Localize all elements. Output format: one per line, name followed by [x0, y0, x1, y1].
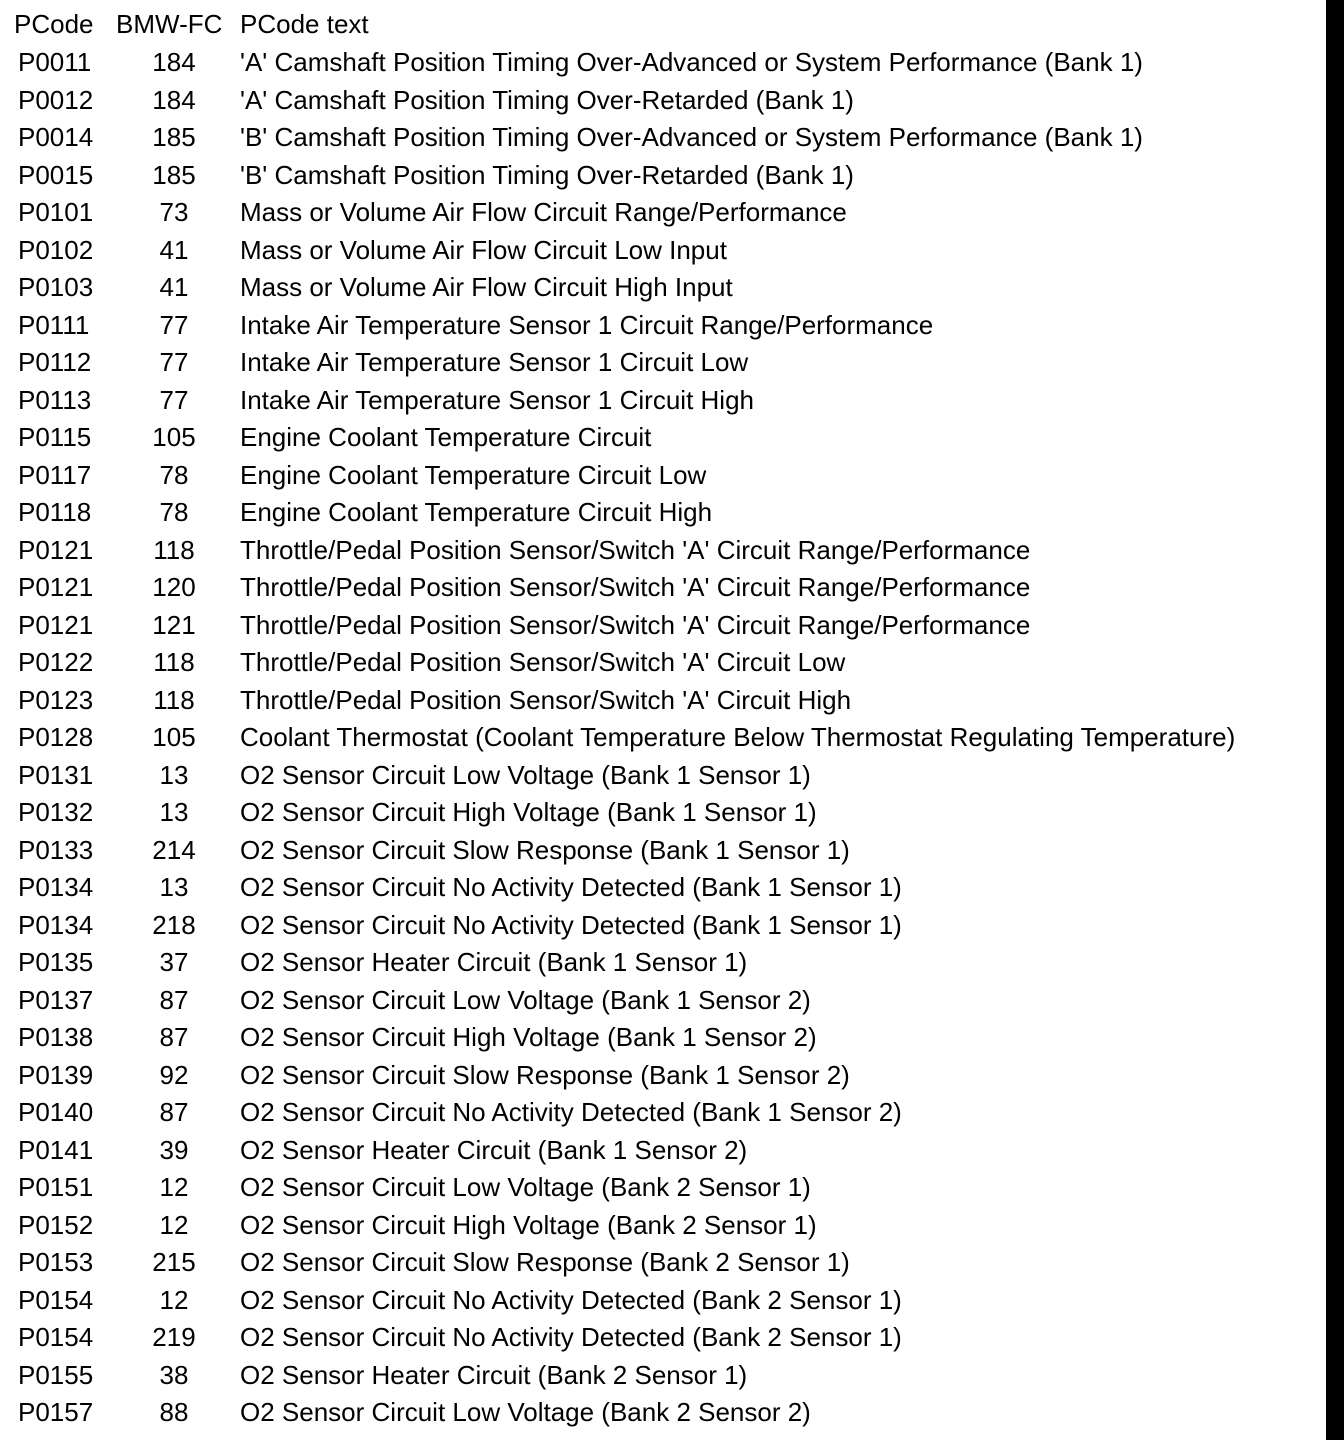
pcode-text-cell: Engine Coolant Temperature Circuit High [240, 497, 713, 527]
bmw-fc-cell: 185 [152, 159, 196, 190]
bmw-fc-cell: 105 [152, 422, 196, 452]
pcode-text-cell: O2 Sensor Circuit Low Voltage (Bank 2 Sensor 1) [240, 1172, 811, 1202]
bmw-fc-cell: 39 [159, 1134, 189, 1165]
pcode-cell: P0157 [18, 1397, 94, 1427]
bmw-fc-cell: 73 [159, 197, 189, 227]
pcode-text-cell: O2 Sensor Heater Circuit (Bank 1 Sensor 2) [240, 1134, 748, 1165]
pcode-cell: P0141 [18, 1134, 94, 1165]
pcode-text-cell: O2 Sensor Circuit Slow Response (Bank 2 Sensor 1) [240, 1247, 850, 1277]
table-row [0, 1357, 1326, 1395]
pcode-text-cell: O2 Sensor Circuit High Voltage (Bank 1 Sensor 2) [240, 1022, 817, 1052]
pcode-cell: P0133 [18, 834, 94, 865]
table-row [0, 607, 1326, 645]
table-row [0, 869, 1326, 907]
table-row [0, 157, 1326, 195]
pcode-text-cell: Mass or Volume Air Flow Circuit Low Input [240, 234, 727, 265]
bmw-fc-cell: 121 [152, 609, 196, 640]
pcode-text-cell: 'B' Camshaft Position Timing Over-Retarded (Bank 1) [240, 159, 854, 190]
bmw-fc-cell: 13 [159, 872, 189, 902]
pcode-cell: P0137 [18, 984, 94, 1015]
table-row [0, 944, 1326, 982]
table-row [0, 532, 1326, 570]
bmw-fc-cell: 92 [159, 1059, 189, 1090]
table-row [0, 232, 1326, 270]
header-bmw-fc: BMW-FC [116, 9, 223, 39]
bmw-fc-cell: 41 [159, 234, 189, 265]
pcode-cell: P0121 [18, 609, 94, 640]
bmw-fc-cell: 118 [153, 534, 195, 565]
pcode-cell: P0140 [18, 1097, 94, 1127]
bmw-fc-cell: 120 [152, 572, 196, 602]
table-row [0, 1282, 1326, 1320]
pcode-text-cell: Engine Coolant Temperature Circuit Low [240, 459, 707, 490]
pcode-text-cell: O2 Sensor Circuit High Voltage (Bank 1 Sensor 1) [240, 797, 817, 827]
pcode-text-cell: 'B' Camshaft Position Timing Over-Advanced or System Performance (Bank 1) [240, 122, 1143, 152]
pcode-cell: P0118 [18, 497, 92, 527]
pcode-text-cell: O2 Sensor Heater Circuit (Bank 1 Sensor 1) [240, 947, 748, 977]
table-row [0, 682, 1326, 720]
bmw-fc-cell: 77 [159, 347, 189, 377]
pcode-cell: P0014 [18, 122, 94, 152]
pcode-text-cell: Throttle/Pedal Position Sensor/Switch 'A' Circuit Range/Performance [240, 609, 1031, 640]
table-row [0, 757, 1326, 795]
pcode-cell: P0153 [18, 1247, 94, 1277]
pcode-text-cell: Coolant Thermostat (Coolant Temperature Below Thermostat Regulating Temperature) [240, 722, 1236, 752]
bmw-fc-cell: 215 [152, 1247, 196, 1277]
bmw-fc-cell: 77 [159, 309, 189, 340]
bmw-fc-cell: 12 [159, 1172, 189, 1202]
pcode-cell: P0115 [18, 422, 92, 452]
bmw-fc-cell: 118 [153, 684, 195, 715]
table-row [0, 44, 1326, 82]
pcode-text-cell: Intake Air Temperature Sensor 1 Circuit High [240, 384, 754, 415]
bmw-fc-cell: 87 [159, 984, 189, 1015]
pcode-text-cell: Throttle/Pedal Position Sensor/Switch 'A' Circuit High [240, 684, 852, 715]
table-row [0, 194, 1326, 232]
table-row [0, 1132, 1326, 1170]
pcode-cell: P0155 [18, 1359, 94, 1390]
pcode-text-cell: 'A' Camshaft Position Timing Over-Retarded (Bank 1) [240, 84, 854, 115]
table-row [0, 1207, 1326, 1245]
table-row [0, 1019, 1326, 1057]
table-row [0, 344, 1326, 382]
pcode-cell: P0152 [18, 1209, 94, 1240]
table-row [0, 644, 1326, 682]
pcode-cell: P0154 [18, 1284, 94, 1315]
pcode-cell: P0128 [18, 722, 94, 752]
bmw-fc-cell: 78 [159, 497, 189, 527]
table-row [0, 1319, 1326, 1357]
pcode-cell: P0154 [18, 1322, 94, 1352]
bmw-fc-cell: 214 [152, 834, 196, 865]
pcode-text-cell: Intake Air Temperature Sensor 1 Circuit Range/Performance [240, 309, 934, 340]
pcode-cell: P0139 [18, 1059, 94, 1090]
table-row [0, 119, 1326, 157]
pcode-text-cell: O2 Sensor Heater Circuit (Bank 2 Sensor 1) [240, 1359, 748, 1390]
pcode-cell: P0132 [18, 797, 94, 827]
pcode-cell: P0122 [18, 647, 94, 677]
pcode-text-cell: O2 Sensor Circuit No Activity Detected (Bank 1 Sensor 2) [240, 1097, 902, 1127]
table-row [0, 269, 1326, 307]
table-row [0, 494, 1326, 532]
pcode-cell: P0111 [18, 309, 90, 340]
bmw-fc-cell: 184 [152, 47, 196, 77]
table-row [0, 719, 1326, 757]
bmw-fc-cell: 13 [159, 797, 189, 827]
pcode-text-cell: O2 Sensor Circuit No Activity Detected (Bank 2 Sensor 1) [240, 1284, 902, 1315]
bmw-fc-cell: 41 [159, 272, 189, 302]
pcode-text-cell: O2 Sensor Circuit No Activity Detected (Bank 2 Sensor 1) [240, 1322, 902, 1352]
bmw-fc-cell: 105 [152, 722, 196, 752]
bmw-fc-cell: 218 [152, 909, 196, 940]
right-edge-bar [1326, 0, 1344, 1440]
pcode-cell: P0011 [18, 47, 92, 77]
pcode-cell: P0134 [18, 909, 94, 940]
table-row [0, 794, 1326, 832]
table-row [0, 1169, 1326, 1207]
table-row [0, 1057, 1326, 1095]
pcode-cell: P0112 [18, 347, 92, 377]
bmw-fc-cell: 37 [159, 947, 189, 977]
pcode-text-cell: Throttle/Pedal Position Sensor/Switch 'A' Circuit Range/Performance [240, 534, 1031, 565]
table-row [0, 832, 1326, 870]
bmw-fc-cell: 12 [159, 1284, 189, 1315]
pcode-text-cell: Throttle/Pedal Position Sensor/Switch 'A' Circuit Range/Performance [240, 572, 1031, 602]
table-row [0, 907, 1326, 945]
pcode-text-cell: Intake Air Temperature Sensor 1 Circuit Low [240, 347, 749, 377]
bmw-fc-cell: 87 [159, 1022, 189, 1052]
pcode-text-cell: O2 Sensor Circuit Low Voltage (Bank 2 Sensor 2) [240, 1397, 811, 1427]
pcode-cell: P0134 [18, 872, 94, 902]
bmw-fc-cell: 78 [159, 459, 189, 490]
bmw-fc-cell: 219 [152, 1322, 196, 1352]
table-row [0, 382, 1326, 420]
table-row [0, 982, 1326, 1020]
pcode-text-cell: O2 Sensor Circuit No Activity Detected (Bank 1 Sensor 1) [240, 872, 902, 902]
pcode-cell: P0117 [18, 459, 92, 490]
pcode-cell: P0121 [18, 534, 94, 565]
header-pcode: PCode [14, 9, 94, 39]
pcode-text-cell: O2 Sensor Circuit Slow Response (Bank 1 Sensor 1) [240, 834, 850, 865]
pcode-cell: P0121 [18, 572, 94, 602]
table-row [0, 307, 1326, 345]
bmw-fc-cell: 88 [159, 1397, 189, 1427]
pcode-cell: P0015 [18, 159, 94, 190]
pcode-text-cell: 'A' Camshaft Position Timing Over-Advanced or System Performance (Bank 1) [240, 47, 1143, 77]
pcode-cell: P0103 [18, 272, 94, 302]
table-row [0, 1244, 1326, 1282]
pcode-text-cell: O2 Sensor Circuit Slow Response (Bank 1 Sensor 2) [240, 1059, 850, 1090]
bmw-fc-cell: 77 [159, 384, 189, 415]
pcode-cell: P0135 [18, 947, 94, 977]
pcode-cell: P0138 [18, 1022, 94, 1052]
pcode-text-cell: Throttle/Pedal Position Sensor/Switch 'A' Circuit Low [240, 647, 846, 677]
pcode-text-cell: Mass or Volume Air Flow Circuit High Input [240, 272, 733, 302]
table-header [0, 6, 1326, 44]
bmw-fc-cell: 184 [152, 84, 196, 115]
pcode-text-cell: O2 Sensor Circuit No Activity Detected (Bank 1 Sensor 1) [240, 909, 902, 940]
table-row [0, 457, 1326, 495]
table-row [0, 1094, 1326, 1132]
pcode-text-cell: O2 Sensor Circuit High Voltage (Bank 2 Sensor 1) [240, 1209, 817, 1240]
pcode-text-cell: Mass or Volume Air Flow Circuit Range/Performance [240, 197, 847, 227]
table-row [0, 569, 1326, 607]
pcode-cell: P0123 [18, 684, 94, 715]
pcode-cell: P0012 [18, 84, 94, 115]
pcode-cell: P0151 [18, 1172, 94, 1202]
pcode-cell: P0102 [18, 234, 94, 265]
table-row [0, 82, 1326, 120]
pcode-text-cell: O2 Sensor Circuit Low Voltage (Bank 1 Sensor 2) [240, 984, 811, 1015]
pcode-cell: P0101 [18, 197, 94, 227]
bmw-fc-cell: 185 [152, 122, 196, 152]
pcode-text-cell: O2 Sensor Circuit Low Voltage (Bank 1 Sensor 1) [240, 759, 811, 790]
bmw-fc-cell: 13 [159, 759, 189, 790]
bmw-fc-cell: 12 [159, 1209, 189, 1240]
pcode-cell: P0113 [18, 384, 92, 415]
pcode-text-cell: Engine Coolant Temperature Circuit [240, 422, 652, 452]
bmw-fc-cell: 87 [159, 1097, 189, 1127]
bmw-fc-cell: 118 [153, 647, 195, 677]
pcode-cell: P0131 [18, 759, 94, 790]
table-row [0, 419, 1326, 457]
bmw-fc-cell: 38 [159, 1359, 189, 1390]
table-row [0, 1394, 1326, 1432]
header-pcode-text: PCode text [240, 9, 369, 39]
